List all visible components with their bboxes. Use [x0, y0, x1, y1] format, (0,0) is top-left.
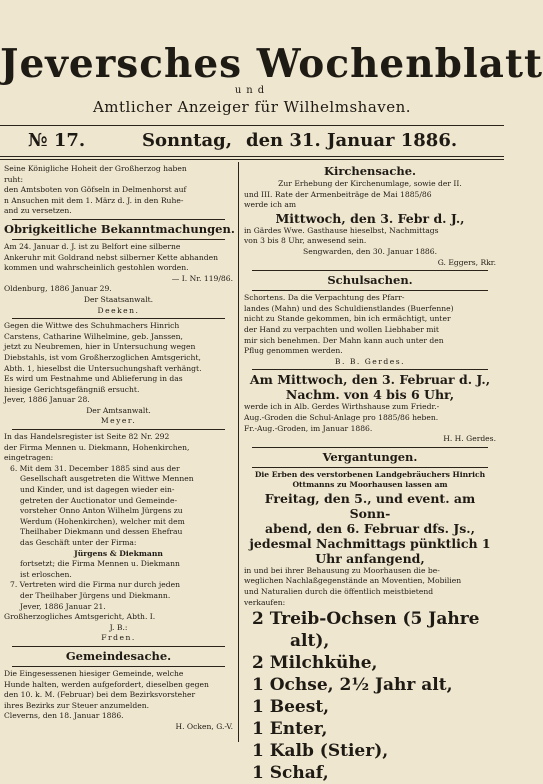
text-line: Aug.-Groden die Schul-Anlage pro 1885/86 heben.: [244, 412, 439, 422]
notice-silver-watch: [4, 242, 233, 316]
text-line: der Hand zu verpachten und wollen Liebhaber mit: [244, 324, 439, 334]
text-line: — I. Nr. 119/86.: [171, 273, 233, 283]
list-item: 1 Beest,: [252, 697, 330, 718]
separator: [252, 369, 488, 370]
notice-carstens: [4, 321, 233, 427]
text-line: Abth. 1, hieselbst die Untersuchungshaft verhängt.: [4, 363, 202, 373]
list-item: 2 Milchkühe,: [252, 653, 378, 674]
text-line: Seine Königliche Hoheit der Großherzog haben: [4, 164, 187, 173]
section-heading-gemeindesache: Gemeindesache.: [65, 648, 172, 663]
text-line: jetzt zu Neubremen, hier in Untersuchung wegen: [4, 342, 196, 352]
text-line: 6. Mit dem 31. December 1885 sind aus der: [10, 463, 180, 473]
separator: [12, 239, 225, 240]
sign-line: Cleverns, den 18. Januar 1886.: [4, 711, 124, 721]
auction-date-line: jedesmal Nachmittags pünktlich 1: [249, 535, 491, 551]
section-heading-schulsachen: Schulsachen.: [327, 273, 413, 288]
separator: [12, 646, 225, 647]
column-divider: [238, 162, 239, 742]
sign-line: Der Staatsanwalt.: [83, 294, 154, 304]
section-heading-kirchensache: Kirchensache.: [323, 164, 417, 178]
text-line: Die Eingesessenen hiesiger Gemeinde, welche: [4, 668, 184, 678]
text-line: Es wird um Festnahme und Ablieferung in das: [4, 374, 183, 384]
newspaper-title: Jeversches Wochenblatt: [0, 41, 543, 87]
notice-gemeinde: [4, 669, 233, 733]
sign-line: J. B.:: [109, 622, 128, 632]
text-line: in Gärdes Wwe. Gasthause hieselbst, Nachmittags: [244, 225, 439, 235]
firm-name: Jürgens & Diekmann: [74, 548, 163, 558]
auction-date-line: Freitag, den 5., und event. am Sonn-: [264, 490, 476, 521]
notice-vergantung: [244, 470, 496, 784]
text-line: 7. Vertreten wird die Firma nur durch jeden: [10, 580, 180, 590]
issue-weekday: Sonntag,: [142, 130, 233, 151]
text-line: der Theilhaber Jürgens und Diekmann.: [20, 590, 171, 600]
text-line: werde ich am: [244, 200, 297, 210]
separator: [12, 666, 225, 667]
text-line: Gesellschaft ausgetreten die Wittwe Mennen: [20, 474, 194, 484]
kirchen-date: Mittwoch, den 3. Febr d. J.,: [275, 210, 465, 226]
text-line: kommen und wahrscheinlich gestohlen worden.: [4, 263, 189, 273]
sign-line: B. B. Gerdes.: [334, 356, 406, 366]
text-line: Gegen die Wittwe des Schuhmachers Hinrich: [4, 321, 180, 331]
text-line: in und bei ihrer Behausung zu Moorhausen die be-: [244, 565, 440, 575]
notice-schortens: [244, 293, 496, 367]
announcement-intro: [4, 164, 233, 217]
issue-number: № 17.: [28, 130, 86, 151]
text-line: und III. Rate der Armenbeiträge de Mai 1885/86: [244, 189, 432, 199]
text-line: den 10. k. M. (Februar) bei dem Bezirksvorsteher: [4, 690, 196, 700]
text-line: and zu versetzen.: [4, 206, 72, 216]
sign-line: Fr.-Aug.-Groden, im Januar 1886.: [244, 423, 373, 433]
text-line: Am 24. Januar d. J. ist zu Belfort eine silberne: [4, 241, 181, 251]
section-heading-obrigkeitliche: Obrigkeitliche Bekanntmachungen.: [4, 221, 235, 236]
issue-line: [0, 128, 504, 154]
list-item: 1 Kalb (Stier),: [252, 741, 389, 762]
text-line: Carstens, Catharine Wilhelmine, geb. Janssen,: [4, 331, 183, 341]
text-line: und Naturalien durch die öffentlich meistbietend: [244, 587, 434, 597]
list-item: 1 Enter,: [252, 719, 328, 740]
text-line: In das Handelsregister ist Seite 82 Nr. 292: [4, 432, 170, 442]
text-line: der Firma Mennen u. Diekmann, Hohenkirchen,: [4, 442, 190, 452]
text-line: Diebstahls, ist vom Großherzoglichen Amtsgericht,: [4, 352, 201, 362]
text-line: ruht:: [4, 174, 24, 184]
text-line: n Ansuchen mit dem 1. März d. J. in den Ruhe-: [4, 195, 184, 205]
text-line: das Geschäft unter der Firma:: [20, 538, 137, 547]
separator: [12, 219, 225, 220]
text-line: Die Erben des verstorbenen Landgebräuchers Hinrich Ottmanns zu Moorhausen lassen am: [254, 469, 486, 490]
left-column: [0, 164, 233, 742]
separator: [252, 447, 488, 448]
list-item: alt),: [290, 631, 330, 652]
text-line: ist erloschen.: [20, 569, 72, 579]
text-line: mir sich benehmen. Der Mahn kann auch unter den: [244, 335, 444, 345]
sign-line: H. Ocken, G.-V.: [175, 721, 233, 731]
list-item: 2 Treib-Ochsen (5 Jahre: [252, 609, 480, 630]
text-line: Pflug genommen werden.: [244, 346, 343, 356]
text-line: den Amtsboten von Göfseln in Delmenhorst auf: [4, 185, 187, 195]
text-line: Werdum (Hohenkirchen), welcher mit dem: [20, 516, 185, 526]
separator: [12, 429, 225, 430]
text-line: hiesige Gerichtsgefängniß ersucht.: [4, 384, 140, 394]
sign-line: Jever, 1886 Januar 28.: [4, 395, 90, 405]
header-rule-top: [0, 125, 504, 126]
notice-schul-anlage: [244, 372, 496, 444]
text-line: Theilhaber Diekmann und dessen Ehefrau: [20, 527, 183, 537]
notice-handelsregister: [4, 432, 233, 644]
text-line: werde ich in Alb. Gerdes Wirthshause zum Friedr.-: [244, 402, 440, 412]
section-heading-vergantungen: Vergantungen.: [322, 449, 418, 464]
sign-line: Jever, 1886 Januar 21.: [20, 601, 106, 611]
text-line: Zur Erhebung der Kirchenumlage, sowie der II.: [278, 179, 462, 188]
text-line: Ankeruhr mit Goldrand nebst silberner Kette abhanden: [4, 252, 218, 262]
text-line: und Kinder, und ist dagegen wieder ein-: [20, 485, 175, 495]
sign-line: Sengwarden, den 30. Januar 1886.: [303, 246, 437, 256]
separator: [252, 467, 488, 468]
text-line: fortsetzt; die Firma Mennen u. Diekmann: [20, 559, 180, 569]
header-rule-bottom: [0, 156, 504, 157]
header-rule-bottom-2: [0, 159, 504, 160]
text-line: vorsteher Onno Anton Wilhelm Jürgens zu: [20, 506, 183, 516]
sign-line: H. H. Gerdes.: [443, 434, 496, 444]
separator: [252, 290, 488, 291]
list-item: 1 Schaf,: [252, 763, 329, 784]
text-line: nicht zu Stande gekommen, bin ich ermächtigt, unter: [244, 314, 451, 324]
sign-line: Großherzogliches Amtsgericht, Abth. I.: [4, 612, 156, 622]
text-line: eingetragen:: [4, 453, 54, 463]
sign-line: G. Eggers, Rkr.: [437, 257, 496, 267]
right-column: [244, 164, 504, 784]
text-line: von 3 bis 8 Uhr, anwesend sein.: [244, 236, 367, 246]
sign-line: Oldenburg, 1886 Januar 29.: [4, 284, 112, 294]
sign-line: Deeken.: [97, 305, 140, 315]
newspaper-subtitle: Amtlicher Anzeiger für Wilhelmshaven.: [92, 98, 412, 116]
auction-date-line: abend, den 6. Februar dfs. Js.,: [265, 520, 475, 536]
masthead: [0, 40, 543, 118]
sign-line: Meyer.: [100, 416, 137, 426]
issue-date: den 31. Januar 1886.: [246, 130, 458, 151]
separator: [12, 318, 225, 319]
auction-items: [252, 608, 496, 784]
notice-kirchen: [244, 179, 496, 268]
text-line: weglichen Nachlaßgegenstände an Moventien, Mobilien: [244, 576, 462, 586]
text-line: ihres Bezirks zur Steuer anzumelden.: [4, 700, 150, 710]
nachm-line: Nachm. von 4 bis 6 Uhr,: [285, 387, 455, 403]
separator: [252, 270, 488, 271]
sign-line: Der Amtsanwalt.: [86, 405, 151, 415]
text-line: verkaufen:: [244, 597, 286, 607]
list-item: 1 Ochse, 2½ Jahr alt,: [252, 675, 453, 696]
text-line: Schortens. Da die Verpachtung des Pfarr-: [244, 293, 405, 303]
text-line: landes (Mahn) und des Schuldienstlandes (Buerfenne): [244, 303, 454, 313]
sign-line: Frden.: [101, 633, 136, 643]
auction-date-line: Uhr anfangend,: [315, 550, 425, 566]
masthead-und: und: [234, 85, 270, 96]
text-line: Hunde halten, werden aufgefordert, dieselben gegen: [4, 679, 209, 689]
text-line: getreten der Auctionator und Gemeinde-: [20, 495, 178, 505]
mittwoch-line: Am Mittwoch, den 3. Februar d. J.,: [249, 372, 491, 388]
